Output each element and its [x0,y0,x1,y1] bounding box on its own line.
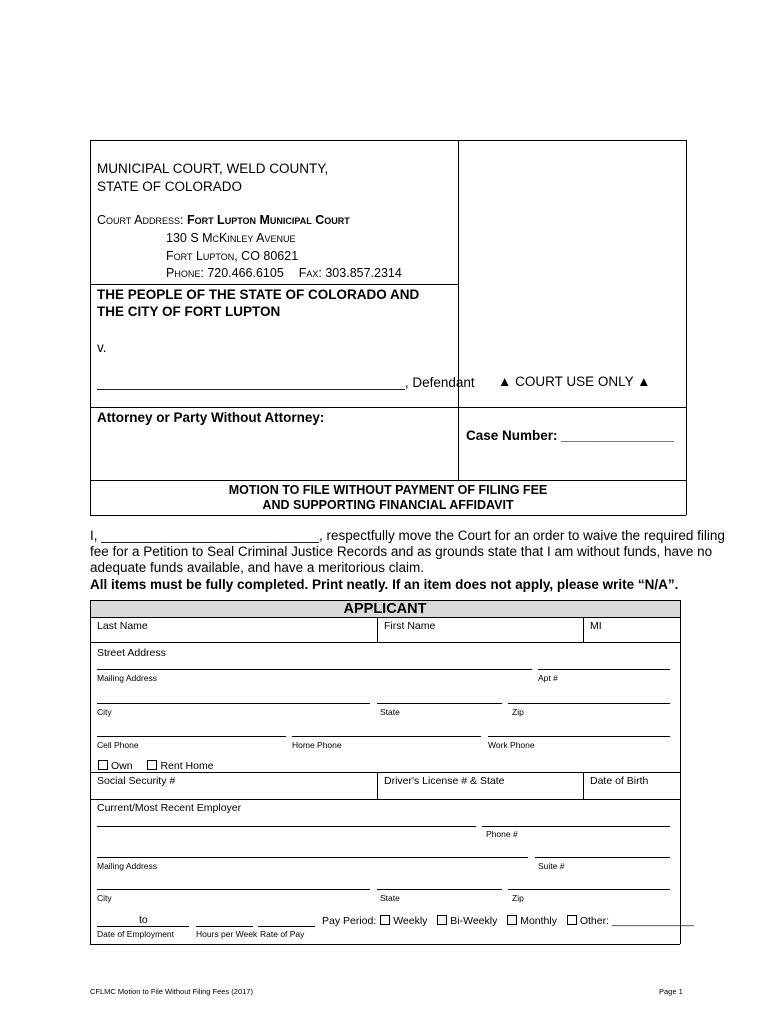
mailing-address-label: Mailing Address [97,673,158,683]
intro-line-1: I, _____________________________, respectfully move the Court for an order to waive the required filing [90,528,725,543]
name-row-rule [90,642,680,643]
employer-mailing-label: Mailing Address [97,861,158,871]
suite-label: Suite # [538,861,565,871]
attorney-label: Attorney or Party Without Attorney: [97,410,325,425]
name-divider-2 [583,617,584,642]
fax-label: Fax: [298,266,322,280]
caption-top-border [90,140,686,141]
court-use-only: ▲ COURT USE ONLY ▲ [498,374,651,389]
mi-label: MI [590,620,602,632]
employer-city-label: City [97,893,112,903]
employer-phone-line[interactable] [482,826,670,827]
court-address [97,213,350,228]
employment-date-line[interactable] [97,926,189,927]
first-name-label: First Name [384,620,436,632]
court-line-1: MUNICIPAL COURT, WELD COUNTY, [97,161,329,176]
street-address-label: Street Address [97,647,166,659]
rent-label: Rent Home [160,760,214,772]
address-line-1: 130 S McKinley Avenue [166,231,296,245]
state-label: State [380,707,400,717]
caption-rule-1 [90,284,458,285]
phone-fax-line [166,266,402,281]
ssn-row-bottom [90,799,680,800]
employer-state-line[interactable] [377,889,502,890]
bi-weekly-label: Bi-Weekly [450,915,498,927]
drivers-license-label: Driver's License # & State [384,775,505,787]
fax-value: 303.857.2314 [325,266,402,280]
title-line-1: MOTION TO FILE WITHOUT PAYMENT OF FILING FEE [228,483,548,497]
monthly-checkbox-icon[interactable] [507,915,517,925]
hours-line[interactable] [196,926,253,927]
employer-name-line[interactable] [97,826,476,827]
caption-rule-3 [90,480,686,481]
footer-page: Page 1 [659,987,683,996]
caption-right-border [686,140,687,515]
employer-zip-line[interactable] [508,889,670,890]
ssn-divider-1 [377,772,378,799]
rate-line[interactable] [258,926,315,927]
table-right [680,600,681,944]
to-label: to [139,914,148,926]
intro-line-2: fee for a Petition to Seal Criminal Justice Records and as grounds state that I am without funds, have no [90,544,713,559]
zip-line[interactable] [508,703,670,704]
work-phone-label: Work Phone [488,740,535,750]
caption-rule-2 [90,407,686,408]
monthly-label: Monthly [520,915,557,927]
court-address-label: Court Address: [97,213,184,227]
employer-phone-label: Phone # [486,829,518,839]
rate-of-pay-label: Rate of Pay [260,929,305,939]
state-line[interactable] [377,703,502,704]
employer-city-line[interactable] [97,889,370,890]
rent-checkbox-icon[interactable] [147,760,157,770]
other-label: Other: ______________ [579,915,694,927]
last-name-label: Last Name [97,620,148,632]
table-header-rule [90,617,680,618]
caption-divider [458,140,459,480]
home-phone-line[interactable] [292,736,481,737]
table-bottom [90,944,680,945]
home-phone-label: Home Phone [292,740,342,750]
footer-form-name: CFLMC Motion to File Without Filing Fees (2017) [90,987,253,996]
court-address-name: Fort Lupton Municipal Court [186,213,350,227]
apt-line[interactable] [538,669,670,670]
people-line-2: THE CITY OF FORT LUPTON [97,304,281,319]
zip-label: Zip [512,707,524,717]
hours-per-week-label: Hours per Week [196,929,258,939]
ssn-label: Social Security # [97,775,176,787]
name-divider-1 [377,617,378,642]
people-line-1: THE PEOPLE OF THE STATE OF COLORADO AND [97,287,420,302]
case-number[interactable]: Case Number: _______________ [466,428,674,443]
title-line-2: AND SUPPORTING FINANCIAL AFFIDAVIT [262,498,514,512]
phone-label: Phone: [166,266,204,280]
court-line-2: STATE OF COLORADO [97,179,243,194]
own-checkbox-icon[interactable] [98,760,108,770]
apt-label: Apt # [538,673,558,683]
dob-label: Date of Birth [590,775,649,787]
bi-weekly-checkbox-icon[interactable] [437,915,447,925]
caption-bottom-border [90,515,686,516]
work-phone-line[interactable] [488,736,670,737]
caption-left-border [90,140,91,515]
city-label: City [97,707,112,717]
cell-phone-line[interactable] [97,736,286,737]
employer-label: Current/Most Recent Employer [97,802,242,814]
pay-period [322,915,694,927]
own-label: Own [111,760,133,772]
versus: v. [97,340,107,355]
instruction: All items must be fully completed. Print neatly. If an item does not apply, please write “N/A”. [90,577,679,592]
applicant-header: APPLICANT [343,601,427,617]
own-option[interactable] [97,760,214,772]
mailing-address-line[interactable] [97,669,532,670]
cell-phone-label: Cell Phone [97,740,139,750]
date-of-employment-label: Date of Employment [97,929,175,939]
employer-zip-label: Zip [512,893,524,903]
table-top [90,600,680,601]
employer-mailing-line[interactable] [97,857,528,858]
phone-value: 720.466.6105 [207,266,284,280]
city-line[interactable] [97,703,370,704]
employer-state-label: State [380,893,400,903]
intro-line-3: adequate funds available, and have a meritorious claim. [90,560,424,575]
address-line-2: Fort Lupton, CO 80621 [166,249,299,263]
suite-line[interactable] [535,857,670,858]
other-checkbox-icon[interactable] [567,915,577,925]
defendant-line: _________________________________________, Defendant [97,375,475,390]
ssn-divider-2 [583,772,584,799]
weekly-label: Weekly [393,915,428,927]
ssn-row-top [90,772,680,773]
pay-period-label: Pay Period: [322,915,377,927]
weekly-checkbox-icon[interactable] [380,915,390,925]
